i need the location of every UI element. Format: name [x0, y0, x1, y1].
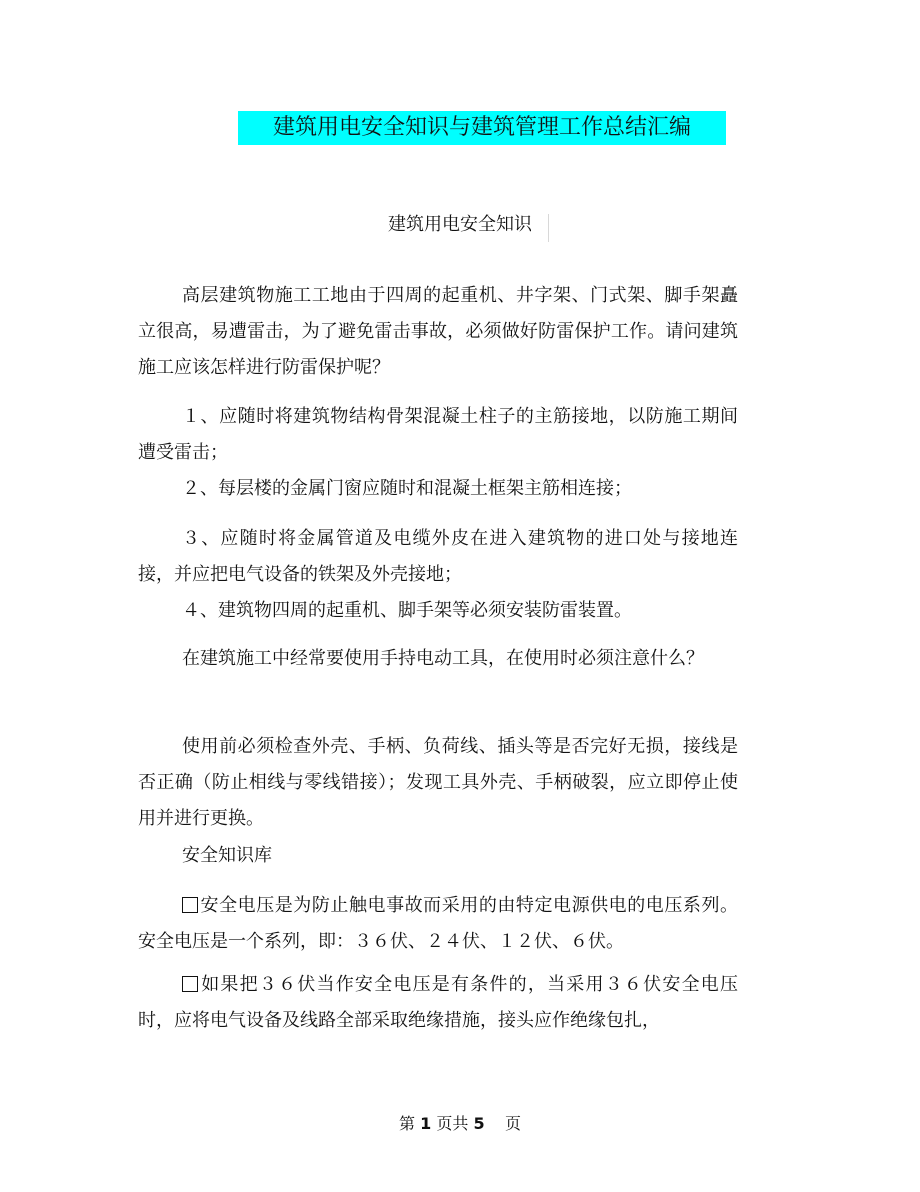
section-title-text: 建筑用电安全知识 — [388, 214, 532, 235]
paragraph-intro: 高层建筑物施工工地由于四周的起重机、井字架、门式架、脚手架矗立很高，易遭雷击，为了避免雷击事故，必须做好防雷保护工作。请问建筑施工应该怎样进行防雷保护呢？ — [138, 285, 738, 378]
page-footer — [0, 1112, 920, 1136]
paragraph-item-1: １、应随时将建筑物结构骨架混凝土柱子的主筋接地，以防施工期间遭受雷击； — [138, 406, 738, 463]
footer-prefix: 第 — [399, 1114, 416, 1133]
document-title: 建筑用电安全知识与建筑管理工作总结汇编 — [238, 111, 726, 145]
paragraph-knowledge-heading: 安全知识库 — [182, 845, 272, 866]
footer-page-number: 1 — [420, 1114, 432, 1133]
footer-total-pages: 5 — [473, 1114, 485, 1133]
footer-middle: 页共 — [436, 1114, 469, 1133]
paragraph-item-3: ３、应随时将金属管道及电缆外皮在进入建筑物的进口处与接地连接，并应把电气设备的铁架及外壳接地； — [138, 528, 738, 585]
paragraph-36v-condition — [138, 967, 738, 1039]
text-cursor-divider — [548, 214, 549, 242]
safe-voltage-text: 安全电压是为防止触电事故而采用的由特定电源供电的电压系列。安全电压是一个系列，即：３６伏、２４伏、１２伏、６伏。 — [138, 895, 738, 952]
paragraph-safe-voltage — [138, 888, 738, 960]
paragraph-item-2: ２、每层楼的金属门窗应随时和混凝土框架主筋相连接； — [182, 478, 632, 499]
checkbox-icon — [182, 976, 198, 992]
36v-condition-text: 如果把３６伏当作安全电压是有条件的，当采用３６伏安全电压时，应将电气设备及线路全部采取绝缘措施，接头应作绝缘包扎， — [138, 974, 738, 1031]
paragraph-item-4: ４、建筑物四周的起重机、脚手架等必须安装防雷装置。 — [182, 600, 632, 621]
section-title — [0, 210, 920, 240]
checkbox-icon — [182, 897, 198, 913]
paragraph-question: 在建筑施工中经常要使用手持电动工具，在使用时必须注意什么？ — [182, 648, 704, 669]
footer-suffix: 页 — [504, 1114, 521, 1133]
paragraph-answer: 使用前必须检查外壳、手柄、负荷线、插头等是否完好无损，接线是否正确（防止相线与零线错接）；发现工具外壳、手柄破裂，应立即停止使用并进行更换。 — [138, 736, 738, 829]
